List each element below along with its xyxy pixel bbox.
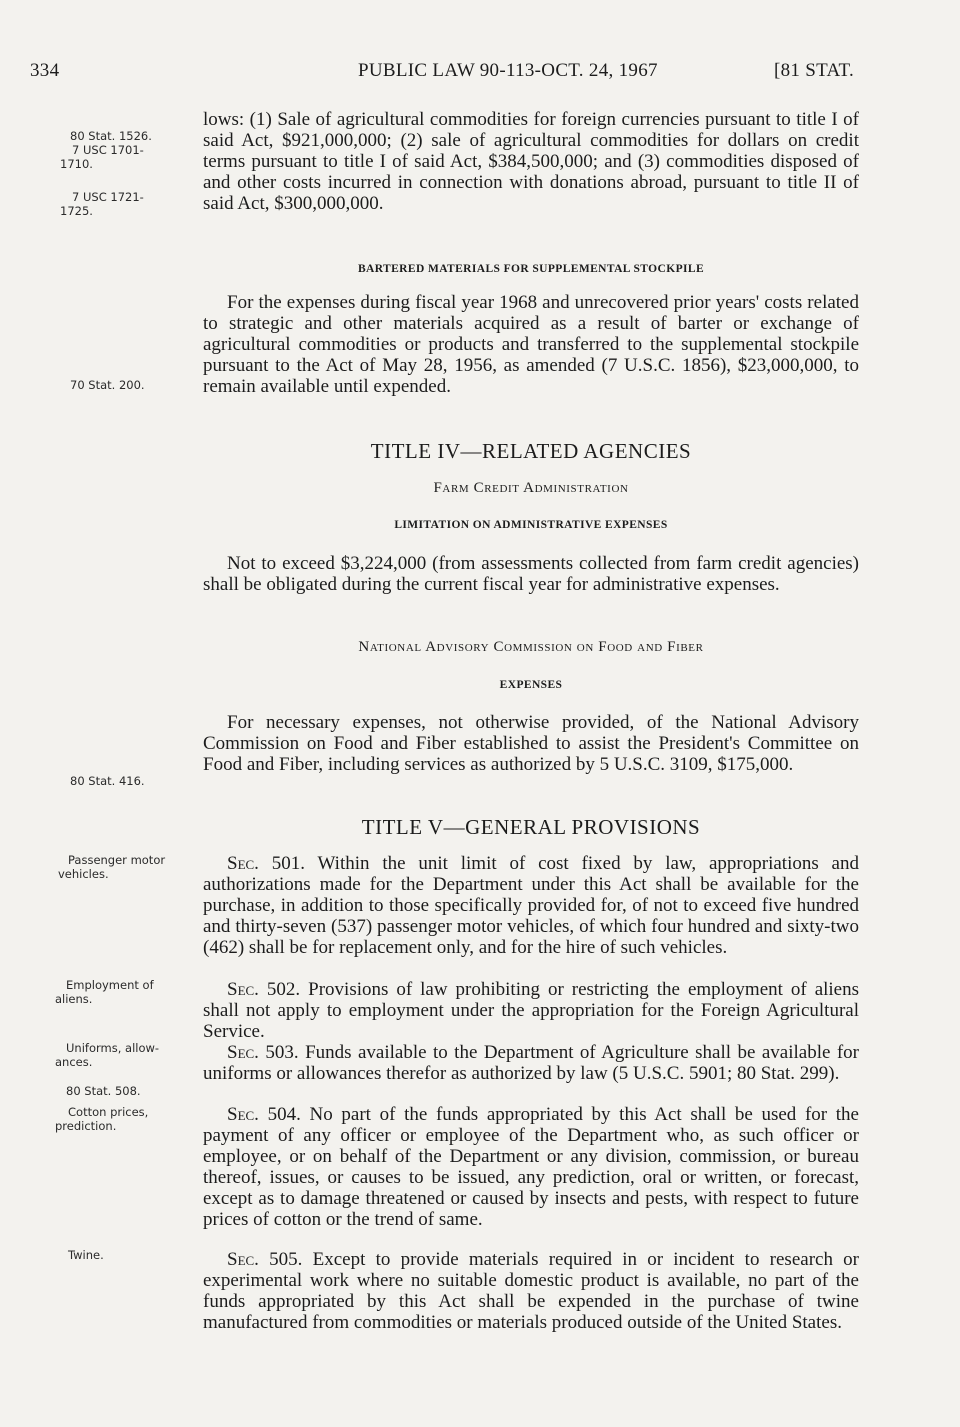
- section-text: Except to provide materials required in or incident to research or experimental work where no suitable domestic product is available, no part of the funds appropriated by this Act shall be expended in the purchase of twine manufactured from commodities or materials produced outside of the United States.: [203, 1249, 859, 1333]
- margin-note: 80 Stat. 1526.: [70, 129, 152, 143]
- section-label: Sec. 503.: [227, 1042, 299, 1063]
- heading-national-commission: National Advisory Commission on Food and Fiber: [358, 639, 704, 655]
- section-text: Funds available to the Department of Agriculture shall be available for uniforms or allowances therefor as authorized by law (5 U.S.C. 5901; 80 Stat. 299).: [203, 1042, 860, 1084]
- heading-bartered-materials: BARTERED MATERIALS FOR SUPPLEMENTAL STOCKPILE: [357, 263, 705, 275]
- margin-note: 80 Stat. 508.: [66, 1084, 141, 1098]
- margin-note: Uniforms, allow-: [66, 1041, 160, 1055]
- margin-note: prediction.: [55, 1119, 117, 1133]
- section-504: [203, 1104, 859, 1230]
- margin-note: 7 USC 1721-: [72, 190, 144, 204]
- section-505: [203, 1249, 859, 1333]
- paragraph-farm-credit: Not to exceed $3,224,000 (from assessments collected from farm credit agencies) shall be obligated during the current fiscal year for administrative expenses.: [203, 553, 859, 595]
- margin-note: 1725.: [60, 204, 93, 218]
- margin-note: Employment of: [66, 978, 154, 992]
- section-501: [203, 853, 859, 958]
- margin-note: 70 Stat. 200.: [70, 378, 145, 392]
- margin-note: 7 USC 1701-: [72, 143, 144, 157]
- section-label: Sec. 504.: [227, 1104, 301, 1125]
- running-head-stat: [81 STAT.: [774, 60, 854, 81]
- heading-expenses: EXPENSES: [499, 679, 563, 691]
- title-v-heading: TITLE V—GENERAL PROVISIONS: [361, 815, 701, 839]
- margin-note: 1710.: [60, 157, 93, 171]
- section-text: No part of the funds appropriated by this Act shall be used for the payment of any officer or employee of the Department who, as such officer or employee, or on behalf of the Department or any division, commission, or bureau thereof, issues, or causes to be issued, any prediction, oral or written, or forecast, except as to damage threatened or caused by insects and pests, with respect to future prices of cotton or the trend of same.: [203, 1104, 859, 1230]
- margin-note: aliens.: [55, 992, 93, 1006]
- running-head-title: PUBLIC LAW 90-113-OCT. 24, 1967: [358, 60, 658, 81]
- section-label: Sec. 501.: [227, 853, 306, 874]
- section-text: Provisions of law prohibiting or restricting the employment of aliens shall not apply to employment under the appropriation for the Foreign Agricultural Service.: [203, 979, 860, 1042]
- paragraph-continuation: lows: (1) Sale of agricultural commodities for foreign currencies pursuant to title I of said Act, $921,000,000; (2) sale of agricultural commodities for dollars on credit terms pursuant to title I of said Act, $384,500,000; and (3) commodities disposed of and other costs incurred in connection with donations abroad, pursuant to title II of said Act, $300,000,000.: [203, 109, 859, 214]
- margin-note: Twine.: [68, 1248, 104, 1262]
- section-label: Sec. 505.: [227, 1249, 303, 1270]
- margin-note: 80 Stat. 416.: [70, 774, 145, 788]
- paragraph-stockpile: For the expenses during fiscal year 1968 and unrecovered prior years' costs related to strategic and other materials acquired as a result of barter or exchange of agricultural commodities or products and transferred to the supplemental stockpile pursuant to the Act of May 28, 1956, as amended (7 U.S.C. 1856), $23,000,000, to remain available until expended.: [203, 292, 859, 397]
- margin-note: ances.: [55, 1055, 93, 1069]
- section-label: Sec. 502.: [227, 979, 301, 1000]
- title-iv-heading: TITLE IV—RELATED AGENCIES: [370, 439, 692, 463]
- margin-note: Cotton prices,: [68, 1105, 149, 1119]
- section-text: Within the unit limit of cost fixed by law, appropriations and authorizations made for the Department under this Act shall be available for the purchase, in addition to those specifically provided for, of not to exceed five hundred and thirty-seven (537) passenger motor vehicles, of which four hundred and sixty-two (462) shall be for replacement only, and for the hire of such vehicles.: [203, 853, 859, 958]
- margin-note: vehicles.: [58, 867, 109, 881]
- heading-limitation: LIMITATION ON ADMINISTRATIVE EXPENSES: [394, 519, 668, 531]
- page-number: 334: [30, 60, 60, 81]
- margin-note: Passenger motor: [68, 853, 166, 867]
- section-503: [203, 1042, 859, 1084]
- paragraph-commission-expenses: For necessary expenses, not otherwise provided, of the National Advisory Commission on Food and Fiber established to assist the President's Committee on Food and Fiber, including services as authorized by 5 U.S.C. 3109, $175,000.: [203, 712, 859, 775]
- section-502: [203, 979, 859, 1042]
- heading-farm-credit: Farm Credit Administration: [433, 480, 629, 496]
